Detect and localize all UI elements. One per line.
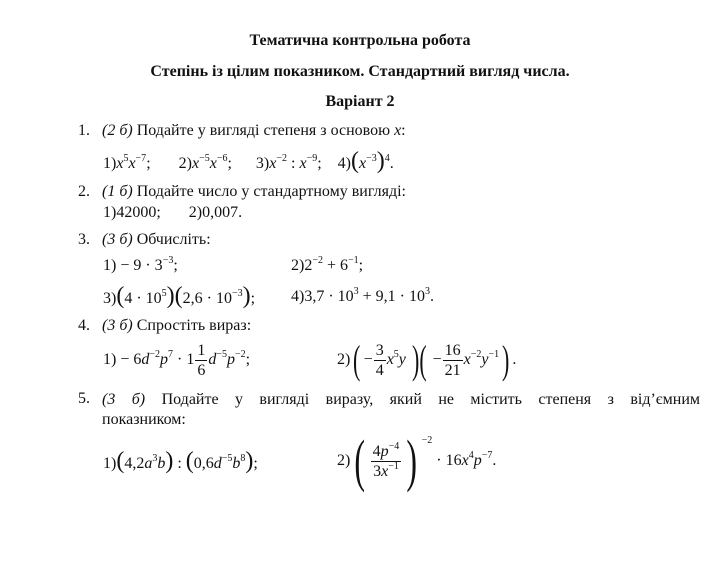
task-3-expr-4: $4)3,7 \cdot 10^3 + 9,1 \cdot 10^3$. [291, 286, 435, 305]
task-2-number: 2. [78, 183, 90, 200]
task-3-number: 3. [78, 231, 90, 248]
task-2-items: 1)42000; 2)0,007. [103, 204, 243, 221]
task-5-prompt-cont: показником: [102, 411, 186, 428]
task-4-expr-1: $1) - 6d^{-2}p^7 \cdot 1$ $\frac{1}{6}$ $d^{-5}p^{-2}$; [103, 341, 251, 379]
task-5-expr-2: 2)( $\frac{4p^{-4}}{3x^{-1}}$ ) $^{-2} \cdot 16x^4p^{-7}$. [337, 428, 497, 494]
task-5-prompt: (3 б) Подайте у вигляді виразу, який не містить степеня з від’ємним [102, 391, 701, 408]
task-4-prompt: (3 б) Спростіть вираз: [102, 317, 252, 334]
variant-label: Варіант 2 [325, 93, 395, 110]
task-3-expr-1: $1) - 9 \cdot 3^{-3}$; [103, 255, 178, 274]
task-2-prompt: (1 б) Подайте число у стандартному вигляді: [102, 183, 406, 200]
task-4-number: 4. [78, 317, 90, 334]
task-3-expr-3: $3)(4 \cdot 10^5)(2,6 \cdot 10^{-3})$; [103, 283, 256, 309]
page-subtitle: Степінь із цілим показником. Стандартний вигляд числа. [150, 63, 570, 80]
page-title: Тематична контрольна робота [249, 32, 471, 49]
task-5-number: 5. [78, 390, 90, 407]
task-1-expressions: $1)x^5x^{-7}$; $2)x^{-5}x^{-6}$; $3)x^{-2}$ : $x^{-9}$; $4)(x^{-3})^4$. [103, 148, 394, 174]
task-4-expr-2: 2)( − $\frac{3}{4}$ $x^5y$ )( − $\frac{16}{21}$ $x^{-2}y^{-1}$) . [337, 337, 517, 383]
task-1-number: 1. [78, 122, 90, 139]
task-5-expr-1: $1)(4,2a^3b)$ : $(0,6d^{-5}b^8)$; [103, 448, 258, 474]
task-3-expr-2: $2)2^{-2} + 6^{-1}$; [291, 255, 364, 274]
task-3-prompt: (3 б) Обчисліть: [102, 231, 211, 248]
task-1-prompt: (2 б) Подайте у вигляді степеня з основою x: [102, 122, 406, 139]
